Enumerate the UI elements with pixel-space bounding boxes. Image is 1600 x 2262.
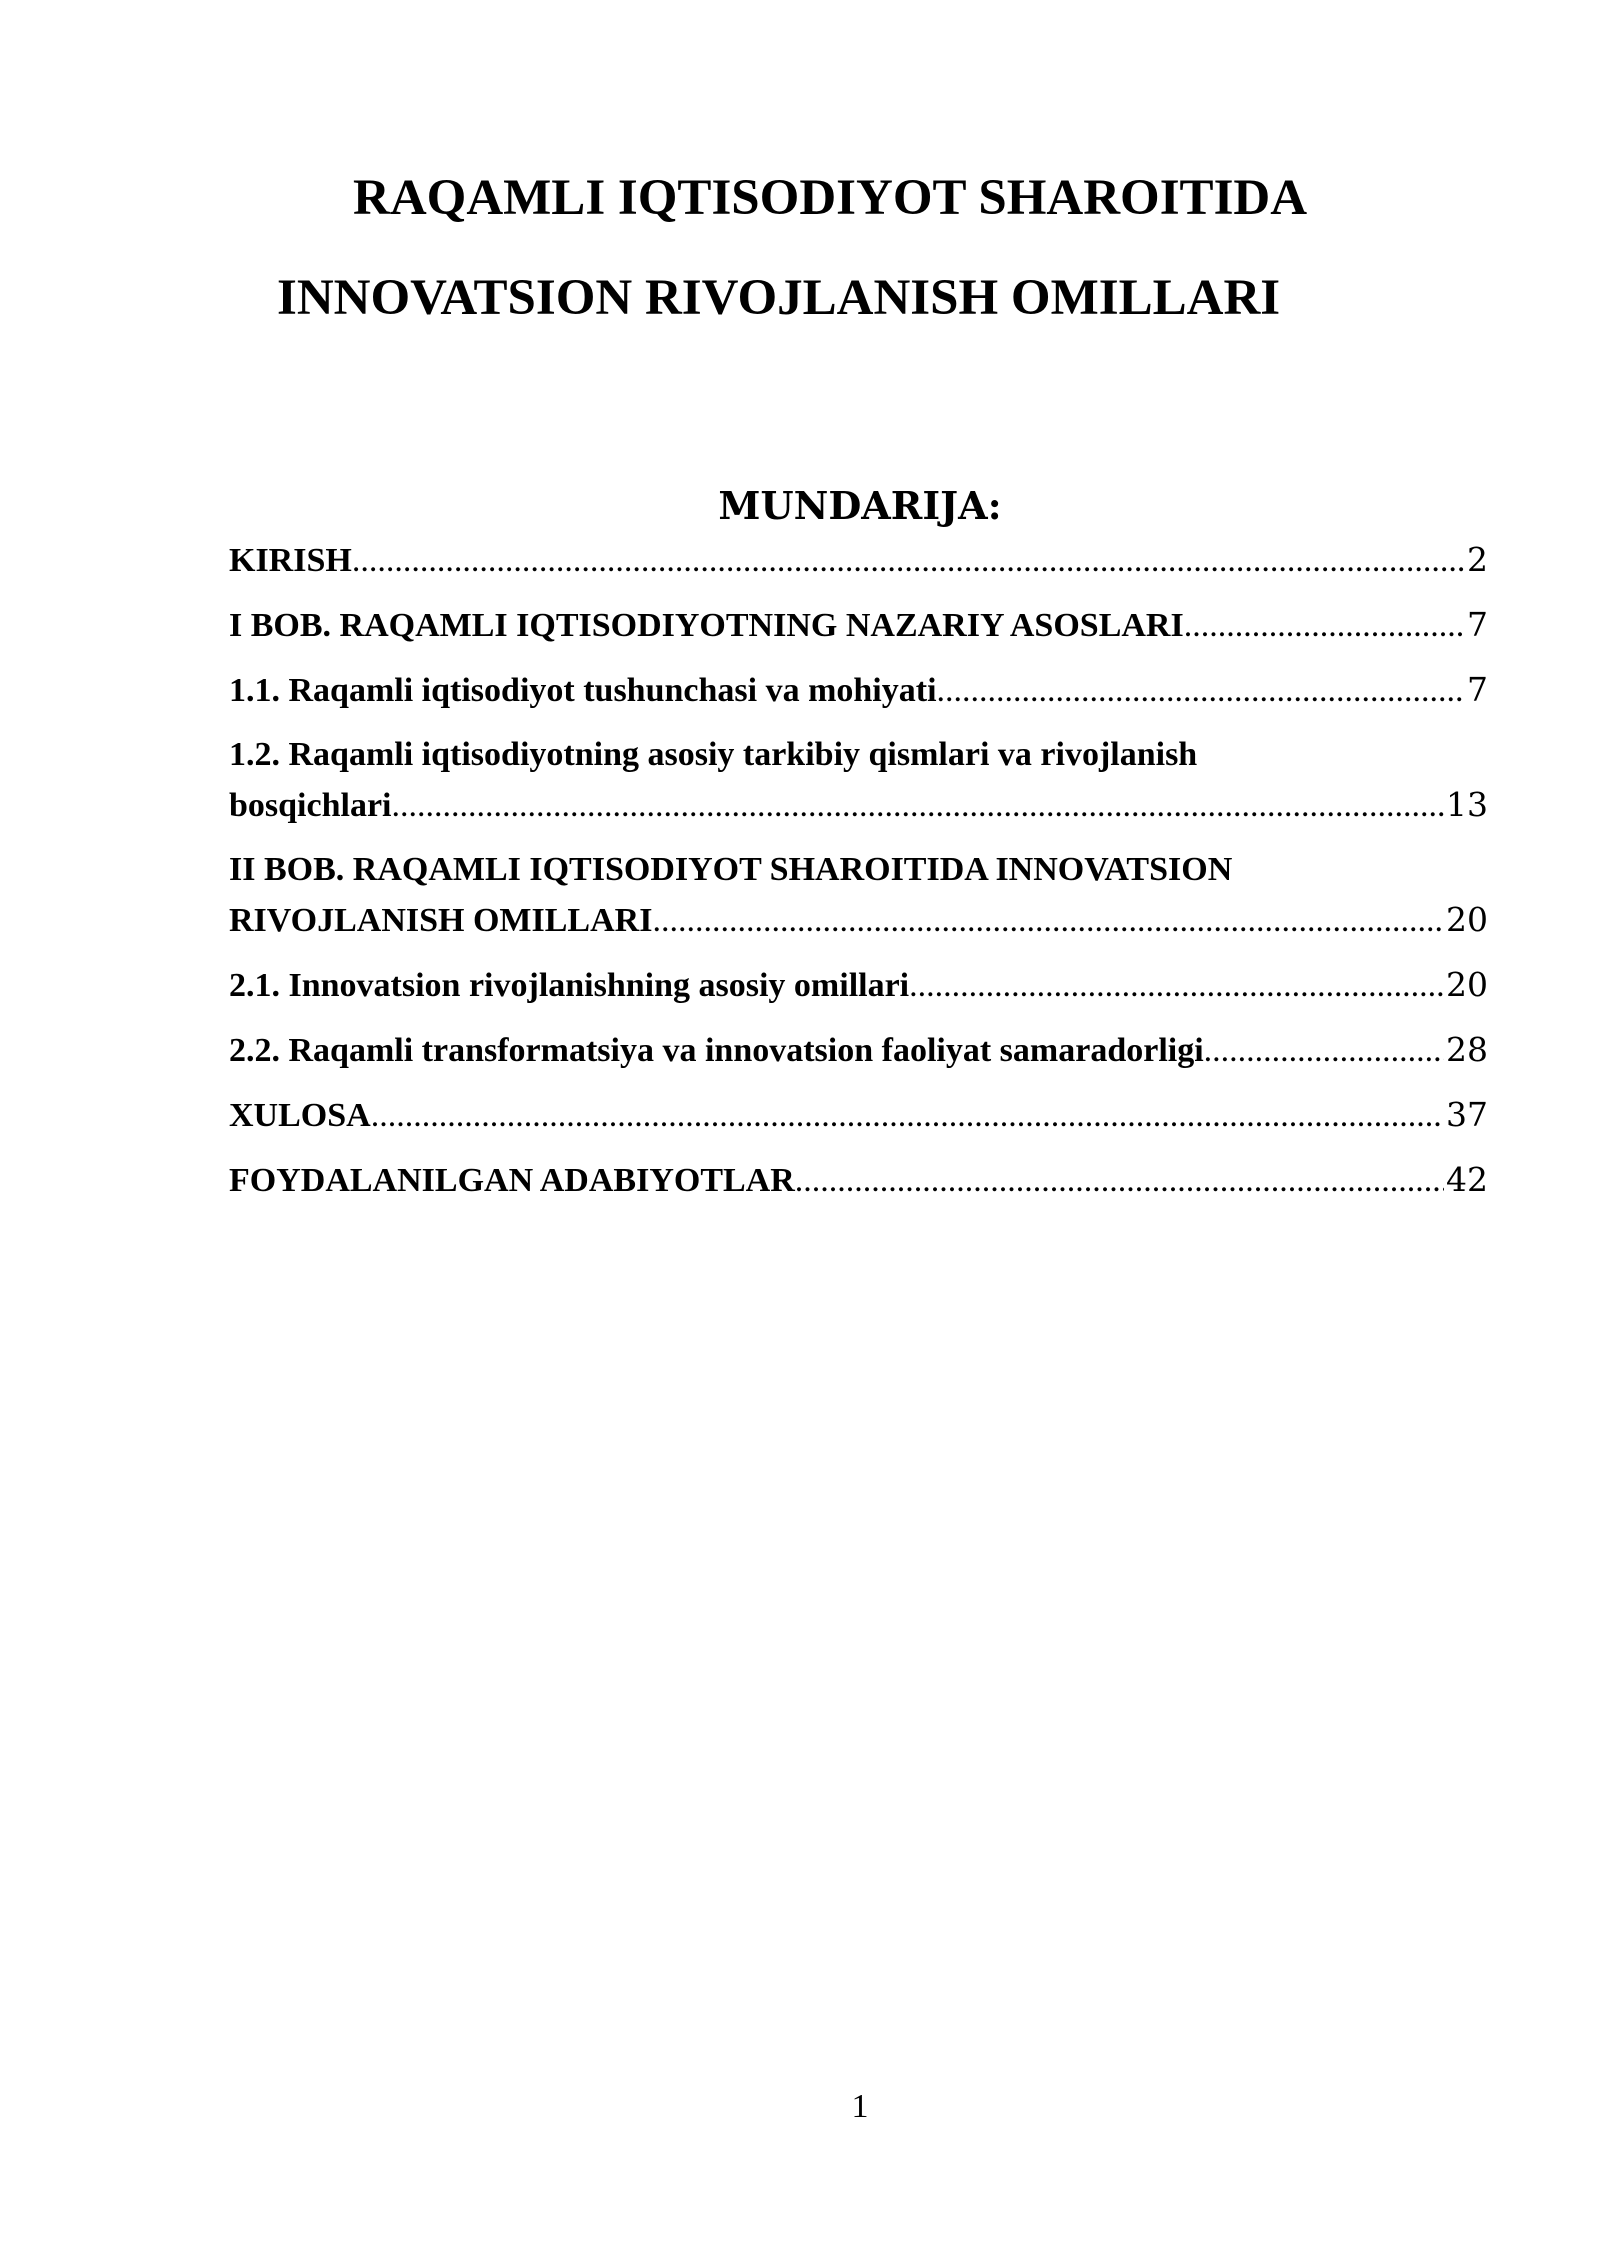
toc-entry-page: 2 <box>1467 540 1488 579</box>
toc-entry-chapter-2[interactable] <box>229 845 1488 946</box>
toc-leader-dots <box>909 961 1444 1011</box>
toc-entry-page: 20 <box>1446 965 1488 1004</box>
toc-leader-dots <box>652 896 1444 946</box>
toc-heading: MUNDARIJA: <box>718 483 1002 528</box>
toc-leader-dots <box>391 781 1444 831</box>
toc-entry-page: 7 <box>1467 605 1488 644</box>
toc-leader-dots <box>1204 1026 1444 1076</box>
toc-entry-label-line-2: bosqichlari <box>229 787 392 824</box>
toc-entry-section-2-1[interactable] <box>229 960 1488 1011</box>
page-number: 1 <box>851 2088 869 2125</box>
toc-entry-label: 1.1. Raqamli iqtisodiyot tushunchasi va mohiyati <box>229 672 937 709</box>
toc-entry-label: 2.1. Innovatsion rivojlanishning asosiy omillari <box>229 967 910 1004</box>
table-of-contents <box>229 535 1488 1220</box>
toc-leader-dots <box>795 1156 1444 1206</box>
toc-entry-label: KIRISH <box>229 542 352 579</box>
toc-entry-section-1-2[interactable] <box>229 730 1488 831</box>
toc-entry-label: XULOSA <box>229 1097 371 1134</box>
toc-entry-section-1-1[interactable] <box>229 665 1488 716</box>
toc-leader-dots <box>1184 601 1465 651</box>
toc-entry-label-line-1: 1.2. Raqamli iqtisodiyotning asosiy tarkibiy qismlari va rivojlanish <box>229 736 1198 773</box>
title-line-2: INNOVATSION RIVOJLANISH OMILLARI <box>277 270 1281 326</box>
toc-entry-page: 13 <box>1446 785 1488 824</box>
toc-entry-label: 2.2. Raqamli transformatsiya va innovatsion faoliyat samaradorligi <box>229 1032 1204 1069</box>
toc-leader-dots <box>352 536 1465 586</box>
toc-entry-label-line-1: II BOB. RAQAMLI IQTISODIYOT SHAROITIDA INNOVATSION <box>229 851 1233 888</box>
toc-entry-section-2-2[interactable] <box>229 1025 1488 1076</box>
toc-entry-label: I BOB. RAQAMLI IQTISODIYOTNING NAZARIY ASOSLARI <box>229 607 1184 644</box>
toc-leader-dots <box>371 1091 1444 1141</box>
toc-entry-page: 28 <box>1446 1030 1488 1069</box>
toc-entry-kirish[interactable] <box>229 535 1488 586</box>
toc-entry-page: 42 <box>1446 1160 1488 1199</box>
toc-entry-page: 20 <box>1446 900 1488 939</box>
toc-entry-label-line-2: RIVOJLANISH OMILLARI <box>229 902 653 939</box>
toc-entry-label: FOYDALANILGAN ADABIYOTLAR <box>229 1162 795 1199</box>
toc-entry-chapter-1[interactable] <box>229 600 1488 651</box>
toc-leader-dots <box>937 666 1465 716</box>
title-line-1: RAQAMLI IQTISODIYOT SHAROITIDA <box>353 170 1308 226</box>
toc-entry-references[interactable] <box>229 1155 1488 1206</box>
toc-entry-xulosa[interactable] <box>229 1090 1488 1141</box>
toc-entry-page: 7 <box>1467 670 1488 709</box>
toc-entry-page: 37 <box>1446 1095 1488 1134</box>
